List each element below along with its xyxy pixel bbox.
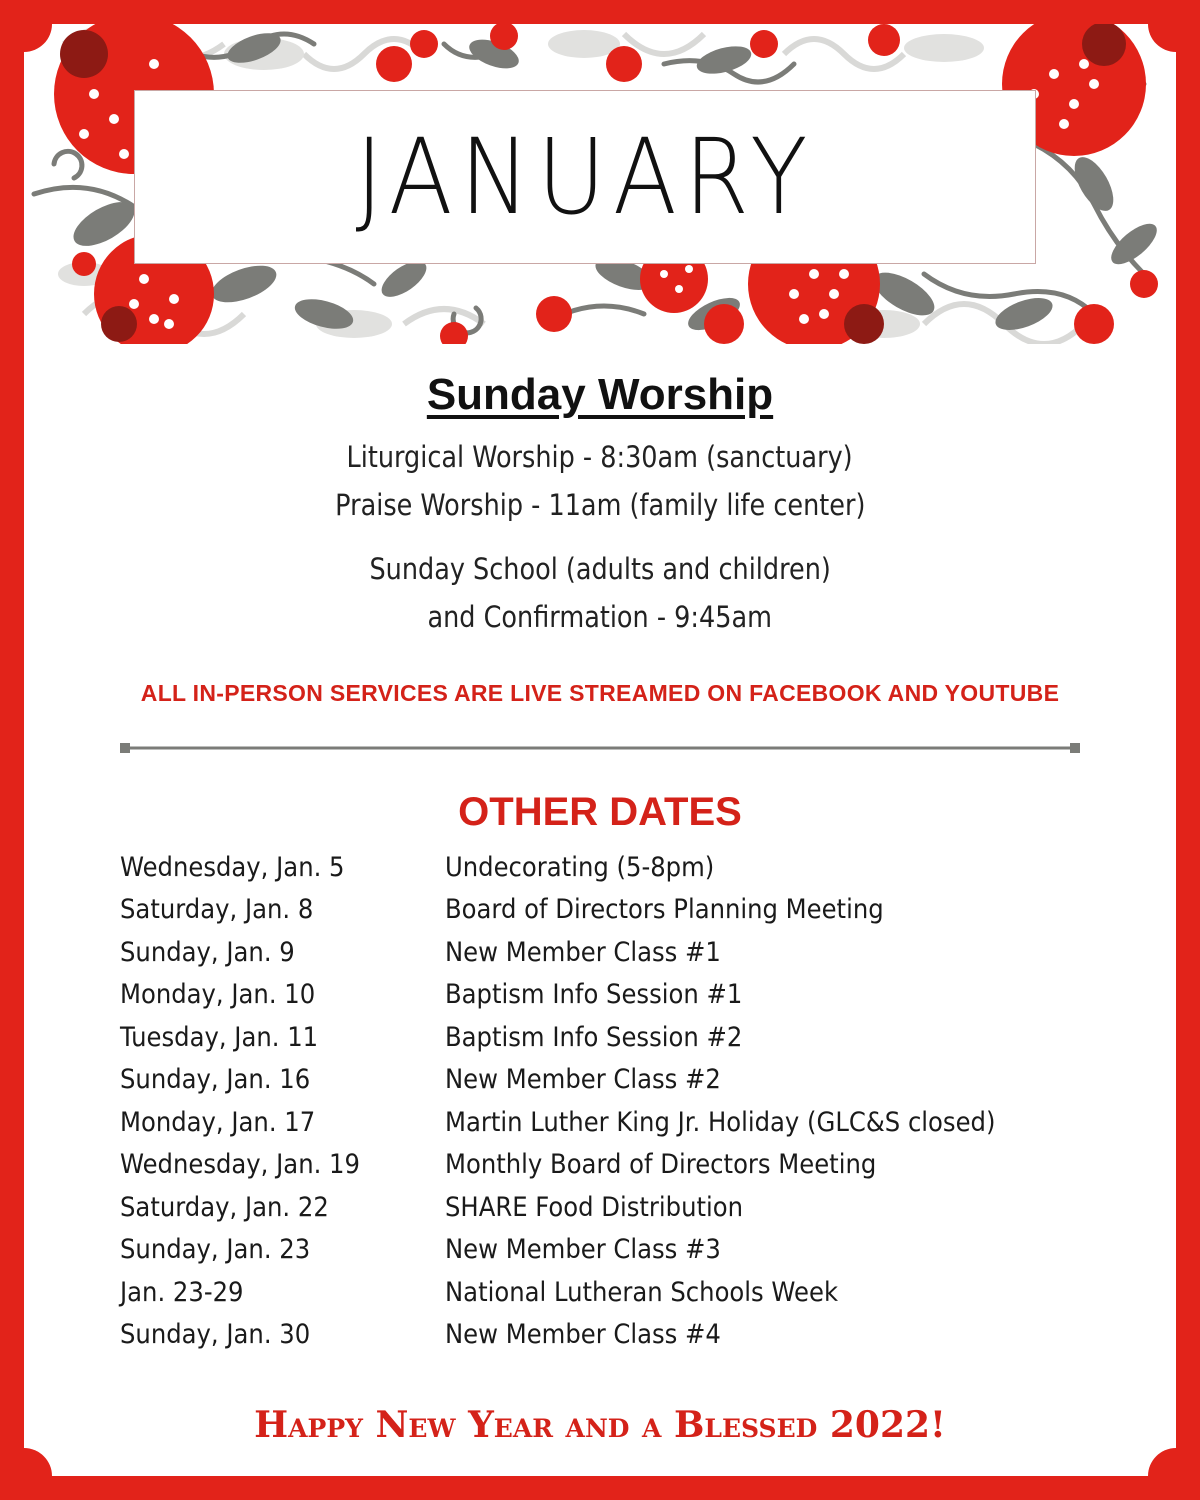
event-row: [120, 1271, 1120, 1314]
event-description: Monthly Board of Directors Meeting: [445, 1149, 877, 1181]
event-row: [120, 1059, 1120, 1102]
event-row: [120, 1144, 1120, 1187]
event-row: [120, 974, 1120, 1017]
event-date: Jan. 23-29: [120, 1276, 244, 1308]
worship-section-title: Sunday Worship: [426, 370, 774, 419]
event-date: Monday, Jan. 10: [120, 979, 316, 1011]
event-row: [120, 1186, 1120, 1229]
event-description: New Member Class #4: [445, 1319, 721, 1351]
event-description: National Lutheran Schools Week: [445, 1276, 839, 1308]
worship-line: and Confirmation - 9:45am: [427, 600, 773, 634]
event-date: Saturday, Jan. 22: [120, 1191, 329, 1223]
closing-greeting: Happy New Year and a Blessed 2022!: [254, 1404, 946, 1446]
event-date: Monday, Jan. 17: [120, 1106, 316, 1138]
worship-line: Liturgical Worship - 8:30am (sanctuary): [346, 440, 854, 474]
worship-line: Praise Worship - 11am (family life center): [334, 488, 866, 522]
section-divider: [120, 742, 1080, 754]
event-row: [120, 1101, 1120, 1144]
event-description: SHARE Food Distribution: [445, 1191, 744, 1223]
event-description: New Member Class #1: [445, 936, 721, 968]
event-row: [120, 846, 1120, 889]
event-description: Martin Luther King Jr. Holiday (GLC&S closed): [445, 1106, 996, 1138]
month-title-box: [134, 90, 1036, 264]
event-description: New Member Class #2: [445, 1064, 721, 1096]
event-row: [120, 1314, 1120, 1357]
event-row: [120, 1016, 1120, 1059]
event-description: Board of Directors Planning Meeting: [445, 894, 884, 926]
event-date: Sunday, Jan. 16: [120, 1064, 311, 1096]
event-date: Sunday, Jan. 9: [120, 936, 295, 968]
worship-line: Sunday School (adults and children): [369, 552, 831, 586]
event-date: Tuesday, Jan. 11: [120, 1021, 319, 1053]
events-list: [120, 846, 1120, 1356]
month-title: JANUARY: [355, 116, 815, 238]
event-date: Wednesday, Jan. 19: [120, 1149, 360, 1181]
corner-notch: [1148, 1448, 1176, 1476]
event-description: Undecorating (5-8pm): [445, 851, 715, 883]
event-date: Sunday, Jan. 23: [120, 1234, 311, 1266]
livestream-notice: ALL IN-PERSON SERVICES ARE LIVE STREAMED ON FACEBOOK AND YOUTUBE: [140, 680, 1060, 706]
other-dates-title: OTHER DATES: [458, 790, 742, 834]
event-date: Saturday, Jan. 8: [120, 894, 314, 926]
event-row: [120, 931, 1120, 974]
event-description: Baptism Info Session #1: [445, 979, 743, 1011]
event-description: Baptism Info Session #2: [445, 1021, 743, 1053]
event-description: New Member Class #3: [445, 1234, 721, 1266]
event-date: Wednesday, Jan. 5: [120, 851, 345, 883]
event-date: Sunday, Jan. 30: [120, 1319, 311, 1351]
corner-notch: [24, 1448, 52, 1476]
event-row: [120, 889, 1120, 932]
event-row: [120, 1229, 1120, 1272]
flyer-card: [24, 24, 1176, 1476]
